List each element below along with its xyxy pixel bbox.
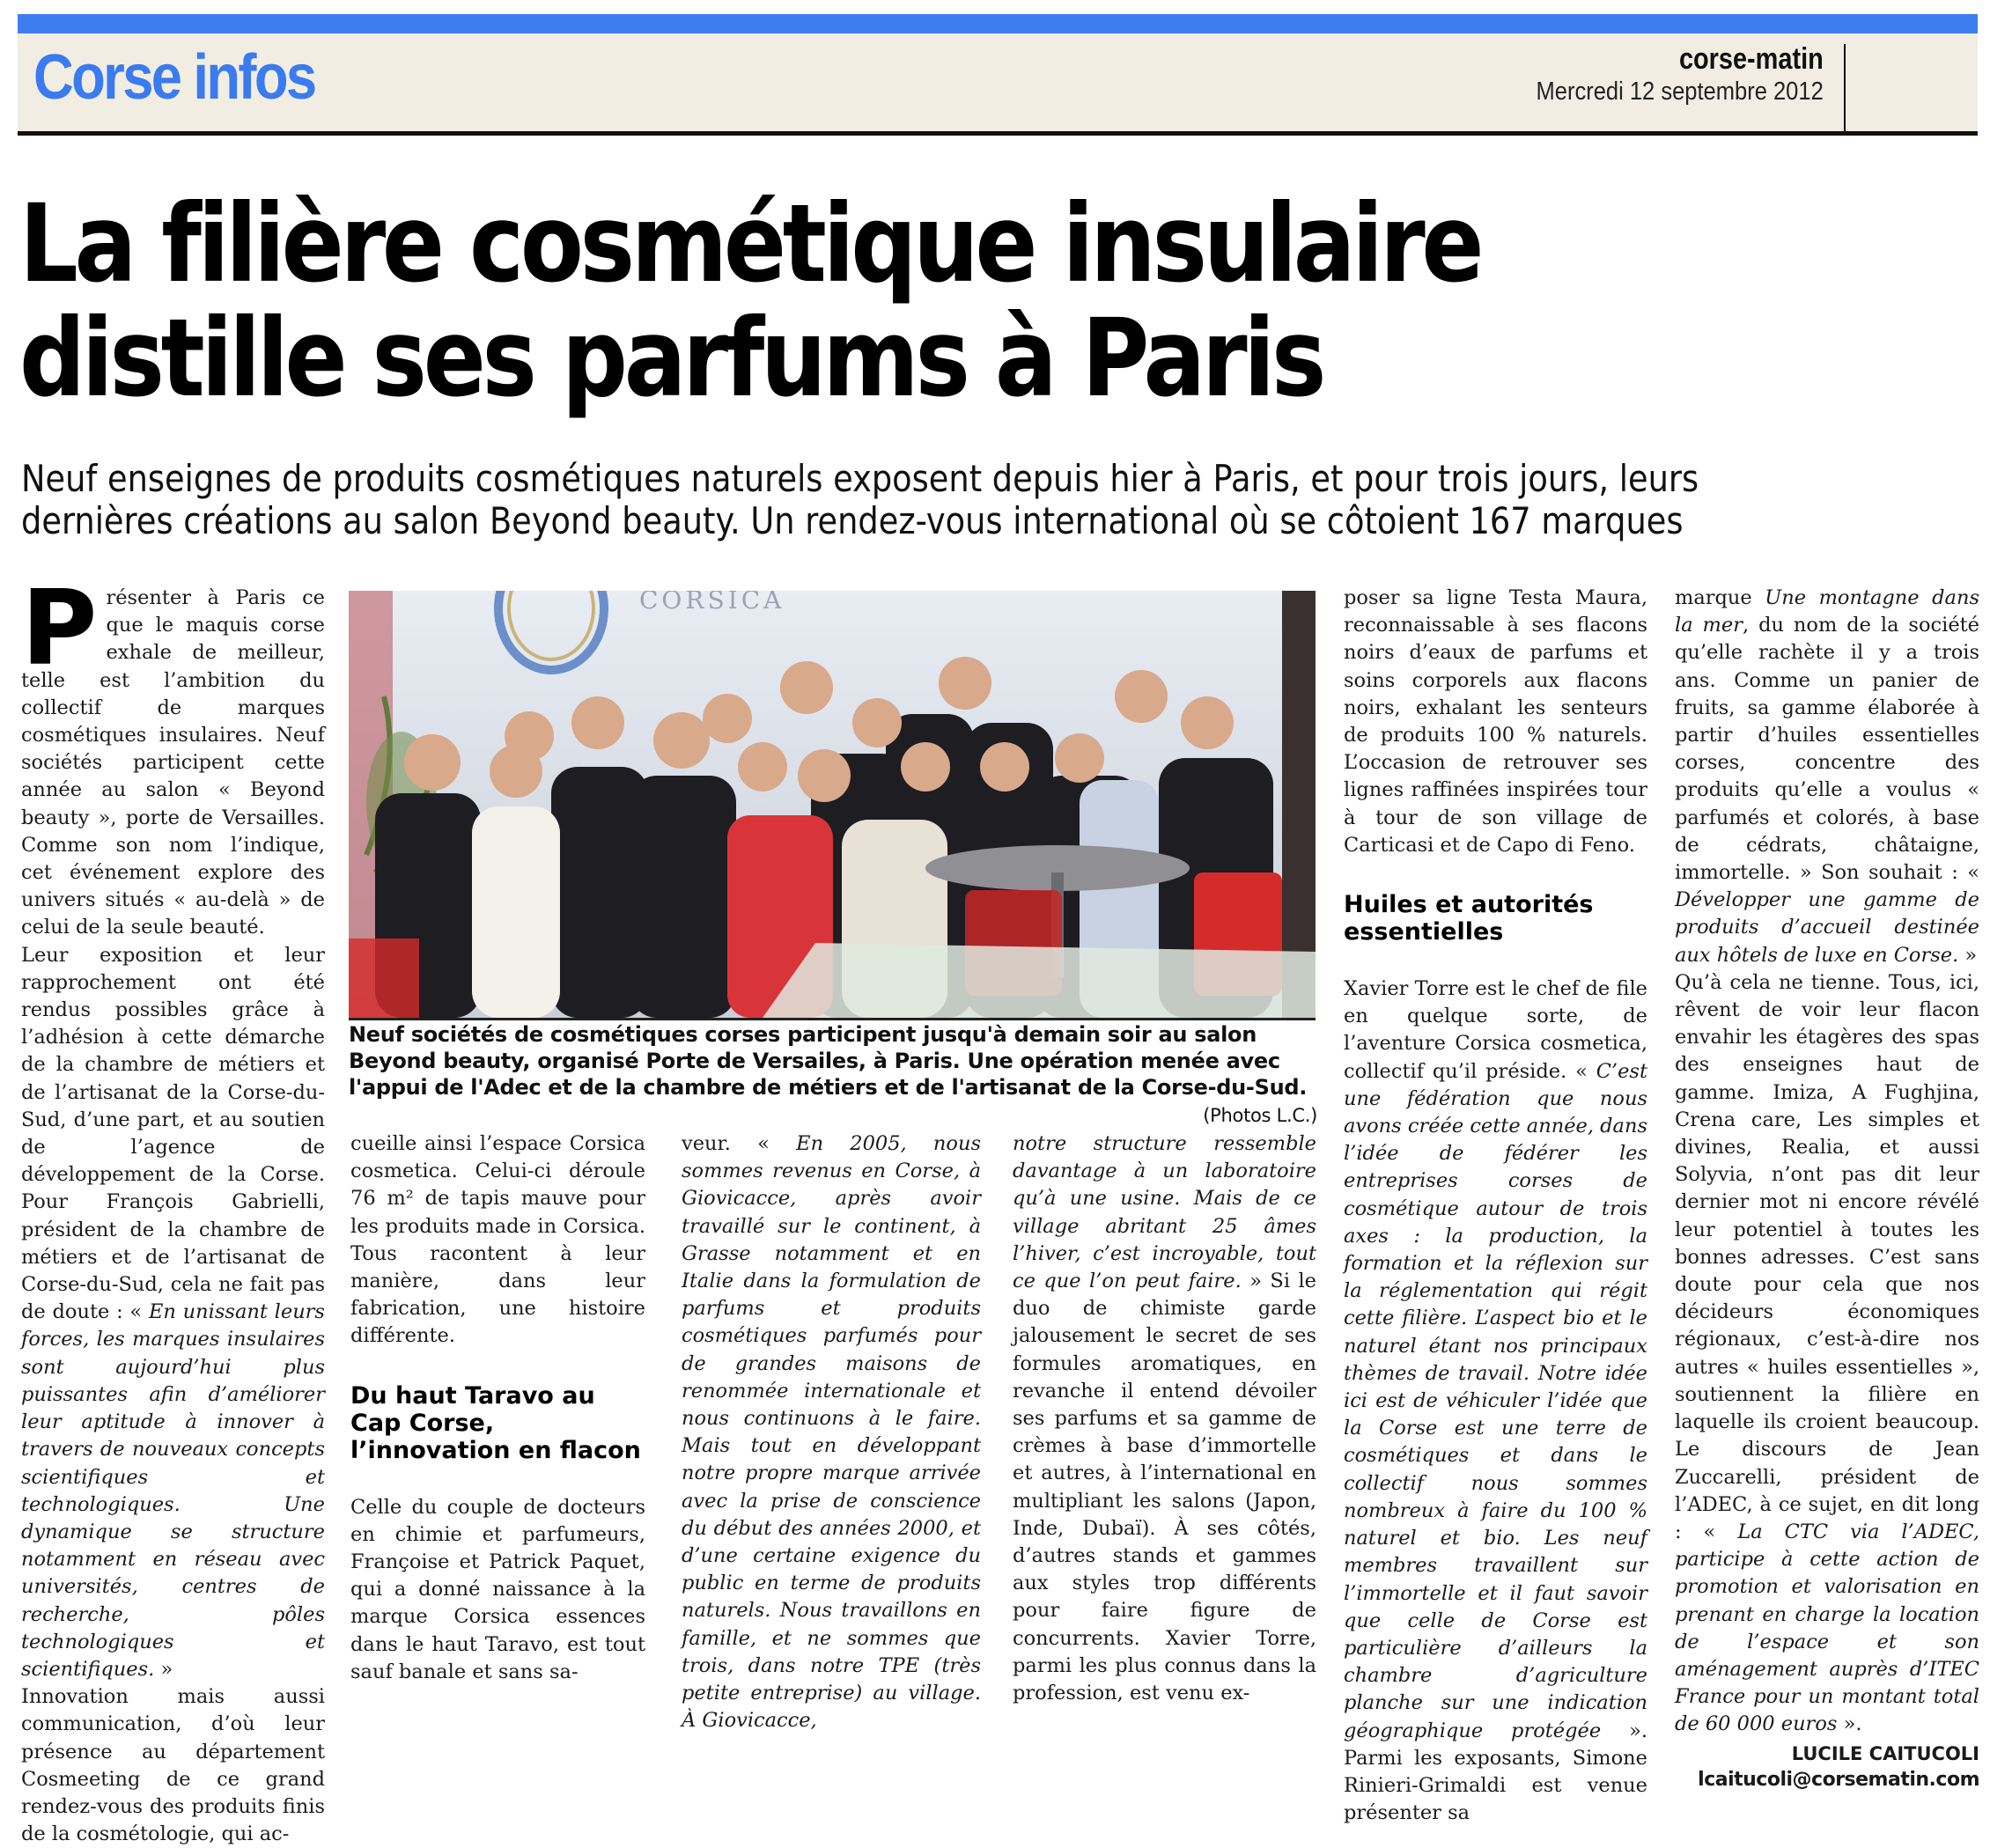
paragraph: [350, 1130, 645, 1351]
headline-line-1: La filière cosmétique insulaire: [19, 181, 1481, 306]
paragraph-text: marque: [1675, 586, 1752, 609]
quote: C’est une fédération que nous avons créée cette année, dans l’idée de fédérer les entreprises corses de cosmétique autour de trois axes : la production, la formation et la réflexion sur la réglementation qui régit cette filière. L’aspect bio et le naturel étant nos principaux thèmes de travail. Notre idée ici est de véhiculer l’idée que la Corse est une terre de cosmétiques et dans le collectif nous sommes nombreux à faire du 100 % naturel et bio. Les neuf membres travaillent sur l’immortelle et il faut savoir que celle de Corse est particulière d’ailleurs la chambre d’agriculture planche sur une indication géographique protégée: [1344, 1059, 1647, 1742]
quote: La CTC via l’ADEC, participe à cette action de promotion et valorisation en prenant en charge la location de l’espace et son aménagement auprès d’ITEC France pour un montant total de 60 000 euros: [1675, 1520, 1979, 1736]
masthead: [1497, 44, 1824, 107]
issue-date: Mercredi 12 septembre 2012: [1536, 77, 1824, 106]
quote-close: »: [160, 1657, 173, 1681]
paragraph: [1013, 1130, 1316, 1707]
header-divider: [1844, 44, 1846, 136]
quote: notre structure ressemble davantage à un laboratoire qu’à une usine. Mais de ce village abritant 25 âmes l’hiver, c’est incroyable, tout ce que l’on peut faire.: [1013, 1132, 1316, 1293]
paragraph: [1675, 585, 1979, 969]
section-color-bar: [18, 14, 1978, 33]
paragraph: [682, 1130, 981, 1734]
standfirst-line-1: Neuf enseignes de produits cosmétiques naturels exposent depuis hier à Paris, et pour trois jours, leurs: [21, 457, 1699, 500]
paragraph-text: , du nom de la société qu’elle rachète il y a trois ans. Comme un panier de fruits, sa gamme élaborée à partir d’huiles essentielles corses, concentre des produits qu’elle a voulus « parfumés et colorés, à base de cédrats, châtaigne, immortelle. » Son souhait : «: [1675, 614, 1979, 885]
quote: Développer une gamme de produits d’accueil destinée aux hôtels de luxe en Corse.: [1675, 888, 1979, 967]
quote: En unissant leurs forces, les marques insulaires sont aujourd’hui plus puissantes afin d’améliorer leur aptitude à innover à travers de nouveaux concepts scientifiques et technologiques. Une dynamique se structure notamment en réseau avec universités, centres de recherche, pôles technologiques et scientifiques.: [21, 1300, 325, 1681]
standfirst-line-2: dernières créations au salon Beyond beauty. Un rendez-vous international où se côtoient 167 marques: [21, 499, 1684, 542]
paragraph-text: cueille ainsi l’espace Corsica cosmetica. Celui-ci déroule 76 m² de tapis mauve pour les produits made in Corsica. Tous racontent à leur manière, dans leur fabrication, une histoire différente.: [350, 1132, 645, 1348]
paragraph-text: » Si le duo de chimiste garde jalousement le secret de ses formules aromatiques, en revanche il entend dévoiler ses parfums et sa gamme de crèmes à base d’immortelle et autres, à l’international en multipliant les salons (Japon, Inde, Dubaï). À ses côtés, d’autres stands et gammes aux styles trop différents pour faire figure de concurrents. Xavier Torre, parmi les plus connus dans la profession, est venu ex-: [1013, 1270, 1316, 1705]
quote-close: »: [1964, 943, 1978, 967]
subheading: Du haut Taravo au Cap Corse, l’innovation en flacon: [350, 1381, 641, 1464]
headline: [19, 181, 1481, 421]
photo-credit: (Photos L.C.): [1203, 1105, 1317, 1126]
paragraph-text: Qu’à cela ne tienne. Tous, ici, rêvent de voir leur flacon envahir les étagères des spas des enseignes haut de gamme. Imiza, A Fughjina, Crena care, Les simples et divines, Realia, et aussi Solyvia, n’ont pas dit leur dernier mot ni encore révélé leur potentiel à toutes les bonnes adresses. C’est sans doute pour cela que nos décideurs économiques régionaux, c’est-à-dire nos autres « huiles essentielles », soutiennent la filière en laquelle ils croient beaucoup. Le discours de Jean Zuccarelli, président de l’ADEC, à ce sujet, en dit long : «: [1675, 970, 1979, 1543]
author-name: LUCILE CAITUCOLI: [1791, 1742, 1979, 1764]
paragraph-text: ». Parmi les exposants, Simone Rinieri-Grimaldi est venue présenter sa: [1344, 1719, 1647, 1825]
group-photo-illustration: [349, 591, 1316, 1018]
quote-close: ».: [1843, 1712, 1862, 1736]
article-column-3: [682, 1130, 981, 1734]
article-column-4: [1013, 1130, 1316, 1707]
headline-line-2: distille ses parfums à Paris: [19, 296, 1323, 421]
paragraph-text: résenter à Paris ce que le maquis corse exhale de meilleur, telle est l’ambition du collectif de marques cosmétiques insulaires. Neuf sociétés participent cette année au salon « Beyond beauty », porte de Versailles. Comme son nom l’indique, cet événement explore des univers situés « au-delà » de celui de la seule beauté.: [21, 586, 325, 939]
article-column-6: [1675, 585, 1979, 1793]
paragraph-text: Innovation mais aussi communication, d’où leur présence au département Cosmeeting de ce grand rendez-vous des produits finis de la cosmétologie, qui ac-: [21, 1685, 325, 1846]
paragraph: [1675, 969, 1979, 1739]
section-title: Corse infos: [33, 42, 315, 113]
publication-name: corse-matin: [1679, 42, 1824, 76]
standfirst: [21, 458, 1870, 542]
article-photo: [349, 591, 1316, 1020]
byline: [1675, 1741, 1979, 1793]
paragraph-text: poser sa ligne Testa Maura, reconnaissable à ses flacons noirs d’eaux de parfums et soins corporels aux flacons noirs, exhalant les senteurs de produits 100 % naturels. L’occasion de retrouver ses lignes raffinées inspirées tour à tour de son village de Carticasi et de Capo di Feno.: [1344, 586, 1647, 857]
page-header: [18, 33, 1978, 136]
article-column-2: [350, 1130, 645, 1686]
article-column-1: [21, 567, 325, 1848]
paragraph: [21, 942, 325, 1683]
caption-text: Neuf sociétés de cosmétiques corses participent jusqu'à demain soir au salon Beyond beauty, organisé Porte de Versailes, à Paris. Une opération menée avec l'appui de l'Adec et de la chambre de métiers et de l'artisanat de la Corse-du-Sud.: [349, 1022, 1308, 1100]
banner-text: CORSICA: [639, 591, 785, 615]
paragraph-text: Leur exposition et leur rapprochement ont été rendus possibles grâce à l’adhésion à cette démarche de la chambre de métiers et de l’artisanat de la Corse-du-Sud, d’une part, et au soutien de l’agence de développement de la Corse. Pour François Gabrielli, président de la chambre de métiers et de l’artisanat de Corse-du-Sud, cela ne fait pas de doute : «: [21, 943, 325, 1324]
drop-cap: P: [21, 567, 98, 688]
subheading: Huiles et autorités essentielles: [1344, 891, 1594, 946]
paragraph-text: Celle du couple de docteurs en chimie et parfumeurs, Françoise et Patrick Paquet, qui a donné naissance à la marque Corsica essences dans le haut Taravo, est tout sauf banale et sans sa-: [350, 1495, 645, 1683]
paragraph: [21, 1683, 325, 1848]
photo-caption: [349, 1021, 1317, 1129]
brand-name: Une montagne dans la mer: [1675, 586, 1980, 637]
author-email[interactable]: lcaitucoli@corsematin.com: [1698, 1768, 1979, 1791]
paragraph-text: Xavier Torre est le chef de file en quelque sorte, de l’aventure Corsica cosmetica, collectif qu’il préside. «: [1344, 977, 1647, 1083]
paragraph: [350, 1494, 645, 1686]
quote: En 2005, nous sommes revenus en Corse, à Giovicacce, après avoir travaillé sur le continent, à Grasse notamment et en Italie dans la formulation de parfums et produits cosmétiques parfumés pour de grandes maisons de renommée internationale et nous continuons à le faire. Mais tout en développant notre propre marque arrivée avec la prise de conscience du début des années 2000, et d’une certaine exigence du public en terme de produits naturels. Nous travaillons en famille, et ne sommes que trois, dans notre TPE (très petite entreprise) au village. À Giovicacce,: [682, 1132, 981, 1733]
paragraph: [1344, 585, 1647, 859]
paragraph-text: veur. «: [682, 1132, 770, 1155]
article-column-5: [1344, 585, 1647, 1827]
paragraph: [1344, 976, 1647, 1827]
